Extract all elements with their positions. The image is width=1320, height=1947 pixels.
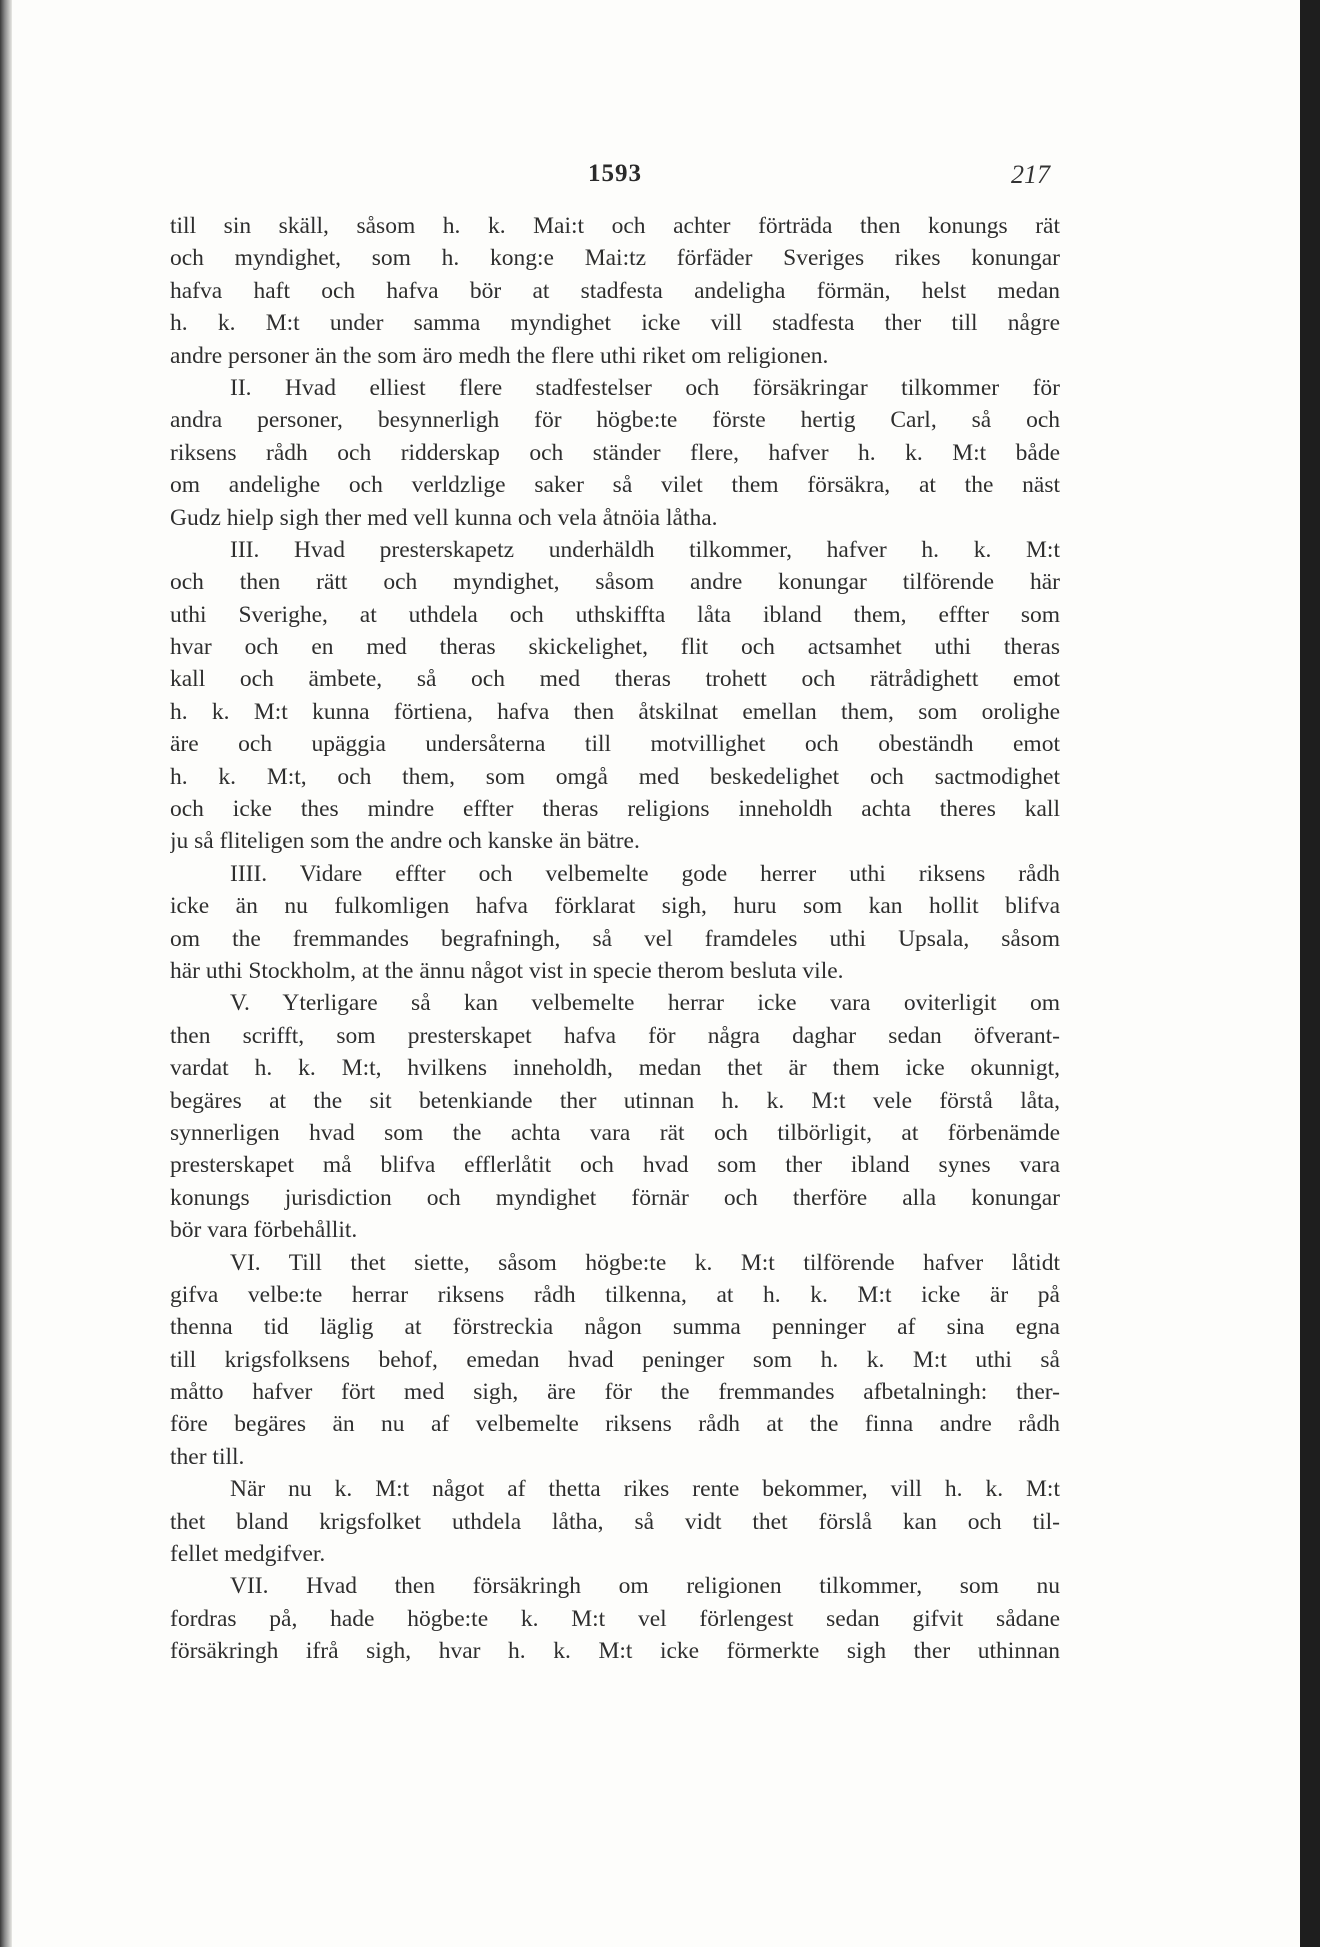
text-line: bör vara förbehållit. bbox=[170, 1217, 358, 1244]
text-line: IIII. Vidare effter och velbemelte gode herrer uthi riksens rådh bbox=[230, 860, 1060, 887]
text-line: fellet medgifver. bbox=[170, 1541, 326, 1568]
scan-edge-left bbox=[0, 0, 12, 1947]
text-line: VII. Hvad then försäkringh om religionen tilkommer, som nu bbox=[230, 1573, 1060, 1600]
text-line: konungs jurisdiction och myndighet förnär och therföre alla konungar bbox=[170, 1184, 1060, 1211]
text-line: här uthi Stockholm, at the ännu något vist in specie therom besluta vile. bbox=[170, 957, 844, 984]
text-line: h. k. M:t kunna förtiena, hafva then åtskilnat emellan them, som orolighe bbox=[170, 698, 1060, 725]
text-line: thenna tid läglig at förstreckia någon summa penninger af sina egna bbox=[170, 1314, 1060, 1341]
text-line: then scrifft, som presterskapet hafva för några daghar sedan öfverant- bbox=[170, 1022, 1060, 1049]
text-line: uthi Sverighe, at uthdela och uthskiffta låta ibland them, effter som bbox=[170, 601, 1060, 628]
text-line: äre och upäggia undersåterna till motvillighet och obeständh emot bbox=[170, 731, 1060, 758]
text-line: icke än nu fulkomligen hafva förklarat sigh, huru som kan hollit blifva bbox=[170, 893, 1060, 920]
body-text bbox=[170, 210, 1060, 1668]
text-line: och icke thes mindre effter theras religions inneholdh achta theres kall bbox=[170, 796, 1060, 823]
text-line: om the fremmandes begrafningh, så vel framdeles uthi Upsala, såsom bbox=[170, 925, 1060, 952]
text-line: och then rätt och myndighet, såsom andre konungar tilförende här bbox=[170, 569, 1060, 596]
text-line: III. Hvad presterskapetz underhäldh tilkommer, hafver h. k. M:t bbox=[230, 536, 1060, 563]
text-line: före begäres än nu af velbemelte riksens rådh at the finna andre rådh bbox=[170, 1411, 1060, 1438]
text-line: VI. Till thet siette, såsom högbe:te k. M:t tilförende hafver låtidt bbox=[230, 1249, 1060, 1276]
text-line: till sin skäll, såsom h. k. Mai:t och achter förträda then konungs rät bbox=[170, 213, 1060, 239]
text-line: hafva haft och hafva bör at stadfesta andeligha förmän, helst medan bbox=[170, 277, 1060, 304]
text-line: h. k. M:t, och them, som omgå med beskedelighet och sactmodighet bbox=[170, 763, 1060, 790]
text-line: måtto hafver fört med sigh, äre för the fremmandes afbetalningh: ther- bbox=[170, 1379, 1060, 1406]
text-line: försäkringh ifrå sigh, hvar h. k. M:t icke förmerkte sigh ther uthinnan bbox=[170, 1638, 1060, 1665]
text-line: II. Hvad elliest flere stadfestelser och försäkringar tilkommer för bbox=[230, 374, 1060, 401]
text-line: gifva velbe:te herrar riksens rådh tilkenna, at h. k. M:t icke är på bbox=[170, 1281, 1060, 1308]
text-line: thet bland krigsfolket uthdela låtha, så vidt thet förslå kan och til- bbox=[170, 1508, 1060, 1535]
text-line: till krigsfolksens behof, emedan hvad peninger som h. k. M:t uthi så bbox=[170, 1346, 1060, 1373]
text-line: kall och ämbete, så och med theras trohett och rätrådighett emot bbox=[170, 666, 1060, 693]
text-line: vardat h. k. M:t, hvilkens inneholdh, medan thet är them icke okunnigt, bbox=[170, 1055, 1060, 1082]
text-line: andre personer än the som äro medh the flere uthi riket om religionen. bbox=[170, 342, 829, 369]
text-line: fordras på, hade högbe:te k. M:t vel förlengest sedan gifvit sådane bbox=[170, 1605, 1060, 1632]
text-line: ther till. bbox=[170, 1443, 245, 1470]
text-line: V. Yterligare så kan velbemelte herrar icke vara oviterligit om bbox=[230, 990, 1060, 1017]
text-line: h. k. M:t under samma myndighet icke vill stadfesta ther till någre bbox=[170, 310, 1060, 337]
page-number: 217 bbox=[1011, 160, 1050, 189]
text-line: När nu k. M:t något af thetta rikes rente bekommer, vill h. k. M:t bbox=[230, 1476, 1060, 1503]
text-line: och myndighet, som h. kong:e Mai:tz förfäder Sveriges rikes konungar bbox=[170, 245, 1060, 272]
text-line: riksens rådh och ridderskap och ständer flere, hafver h. k. M:t både bbox=[170, 439, 1060, 466]
text-line: andra personer, besynnerligh för högbe:te förste hertig Carl, så och bbox=[170, 407, 1060, 434]
text-line: om andelighe och verldzlige saker så vilet them försäkra, at the näst bbox=[170, 472, 1060, 499]
text-line: presterskapet må blifva efflerlåtit och hvad som ther ibland synes vara bbox=[170, 1152, 1060, 1179]
running-header bbox=[170, 160, 1060, 200]
header-year: 1593 bbox=[588, 160, 642, 187]
scan-edge-right bbox=[1300, 0, 1320, 1947]
text-line: begäres at the sit betenkiande ther utinnan h. k. M:t vele förstå låta, bbox=[170, 1087, 1060, 1114]
text-line: synnerligen hvad som the achta vara rät och tilbörligit, at förbenämde bbox=[170, 1119, 1060, 1146]
text-line: Gudz hielp sigh ther med vell kunna och vela åtnöia låtha. bbox=[170, 504, 718, 531]
text-line: hvar och en med theras skickelighet, flit och actsamhet uthi theras bbox=[170, 634, 1060, 661]
text-line: ju så fliteligen som the andre och kanske än bätre. bbox=[170, 828, 640, 855]
